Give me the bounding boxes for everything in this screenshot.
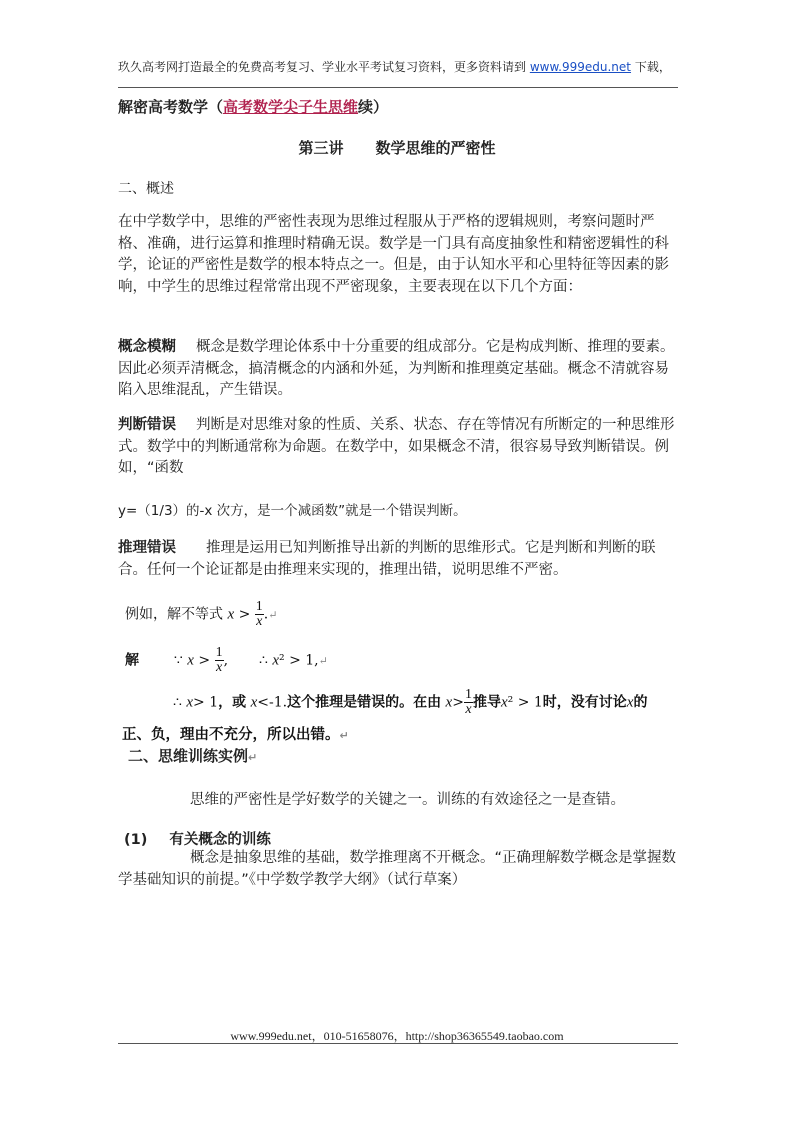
header-divider — [118, 87, 678, 88]
section-examples — [128, 745, 257, 766]
return-mark: ↵ — [248, 751, 258, 764]
example-lead: 例如，解不等式 — [125, 606, 223, 623]
section-examples-label: 二、思维训练实例 — [128, 747, 249, 765]
dot: . — [282, 694, 288, 711]
comment-text: 这个推理是错误的。在由 — [287, 694, 442, 711]
frac-num: 1 — [215, 645, 223, 660]
frac-den: x — [465, 702, 472, 717]
judge-paragraph — [118, 415, 678, 480]
frac-den: x — [215, 660, 223, 675]
page-footer: www.999edu.net，010-51658076，http://shop36365549.taobao.com — [230, 1029, 564, 1043]
var-x: x — [272, 652, 279, 669]
lecture-name: 数学思维的严密性 — [375, 139, 496, 157]
return-mark: ↵ — [318, 654, 328, 668]
concept-term: 概念模糊 — [118, 339, 176, 355]
lecture-number: 第三讲 — [298, 139, 344, 157]
frac-den: x — [256, 614, 263, 629]
var-x: x — [227, 606, 235, 623]
header-site-link[interactable]: www.999edu.net — [529, 60, 632, 74]
gt-one: > 1 — [193, 694, 219, 711]
or-word: ，或 — [218, 694, 247, 711]
lecture-heading — [0, 137, 794, 158]
var-x: x — [187, 652, 194, 669]
concept-body: 概念是数学理论体系中十分重要的组成部分。它是构成判断、推理的要素。因此必须弄清概念，搞清概念的内涵和外延，为判断和推理奠定基础。概念不清就容易陷入思维混乱，产生错误。 — [118, 339, 675, 398]
solve-label: 解 — [125, 652, 139, 669]
frac-num: 1 — [255, 599, 263, 614]
conclusion-text: 正、负，理由不充分，所以出错。 — [122, 727, 340, 743]
return-mark: ↵ — [339, 729, 349, 742]
concept-paragraph — [118, 337, 678, 402]
gt-sign: > — [238, 606, 251, 623]
var-x: x — [445, 694, 453, 711]
title-suffix: 续） — [358, 98, 389, 116]
therefore-symbol: ∴ — [173, 694, 182, 711]
solution-line — [125, 646, 328, 675]
therefore-symbol: ∴ — [258, 652, 268, 669]
fraction-1-over-x — [464, 688, 473, 717]
var-x: x — [500, 694, 508, 711]
reason-paragraph — [118, 538, 678, 581]
training-lead-paragraph: 思维的严密性是学好数学的关键之一。训练的有效途径之一是查错。 — [190, 792, 625, 808]
fraction-1-over-x — [215, 646, 224, 675]
intro-paragraph: 在中学数学中，思维的严密性表现为思维过程服从于严格的逻辑规则，考察问题时严格、准确，进行运算和推理时精确无误。数学是一门具有高度抽象性和精密逻辑性的科学，论证的严密性是数学的根本特点之一。但是，由于认知水平和心里特征等因素的影响，中学生的思维过程常常出现不严密现象，主要表现在以下几个方面： — [118, 214, 669, 295]
of-word: 的 — [633, 694, 648, 711]
section-concept-training-label: 有关概念的训练 — [169, 832, 271, 848]
var-x: x — [186, 694, 194, 711]
header-tail: 下载， — [631, 60, 671, 74]
because-symbol: ∵ — [173, 652, 183, 669]
section-number: (1) — [124, 832, 148, 848]
footer-divider — [118, 1043, 678, 1044]
neg-one: -1 — [269, 694, 283, 711]
section-concept-training — [124, 828, 271, 849]
gt-sign: > — [198, 652, 211, 669]
lt-sign: < — [257, 694, 269, 711]
example-lead-line — [125, 600, 277, 629]
square-gt-one-plain: ² > 1 — [507, 694, 543, 711]
conclusion-line — [122, 723, 349, 744]
frac-num: 1 — [464, 687, 472, 702]
var-x: x — [250, 694, 258, 711]
derive-word: 推导 — [472, 694, 501, 711]
section-overview: 二、概述 — [118, 181, 174, 197]
concept-training-paragraph: 概念是抽象思维的基础，数学推理离不开概念。“正确理解数学概念是掌握数学基础知识的前提。”《中学数学教学大纲》（试行草案） — [118, 850, 677, 888]
judge-term: 判断错误 — [118, 417, 176, 433]
header-text: 玖久高考网打造最全的免费高考复习、学业水平考试复习资料，更多资料请到 — [118, 60, 530, 74]
comma: , — [223, 652, 229, 669]
fraction-1-over-x — [255, 600, 264, 629]
document-title — [118, 96, 388, 117]
var-x: x — [626, 694, 634, 711]
reason-term: 推理错误 — [118, 540, 176, 556]
reason-body: 推理是运用已知判断推导出新的判断的思维形式。它是判断和判断的联合。任何一个论证都是由推理来实现的，推理出错，说明思维不严密。 — [118, 540, 656, 578]
judge-continuation: y=（1/3）的-x 次方，是一个减函数”就是一个错误判断。 — [118, 503, 467, 519]
square-gt-one: ² > 1, — [279, 652, 319, 669]
when-text: 时，没有讨论 — [542, 694, 627, 711]
return-mark: ↵ — [268, 608, 278, 622]
reasoning-line — [173, 688, 647, 717]
judge-body: 判断是对思维对象的性质、关系、状态、存在等情况有所断定的一种思维形式。数学中的判断通常称为命题。在数学中，如果概念不清，很容易导致判断错误。例如，“函数 — [118, 417, 675, 476]
gt-sign: > — [452, 694, 464, 711]
title-prefix: 解密高考数学（ — [118, 98, 224, 116]
title-link[interactable]: 高考数学尖子生思维 — [223, 98, 359, 116]
dot: . — [263, 606, 269, 623]
page-header — [118, 58, 678, 78]
